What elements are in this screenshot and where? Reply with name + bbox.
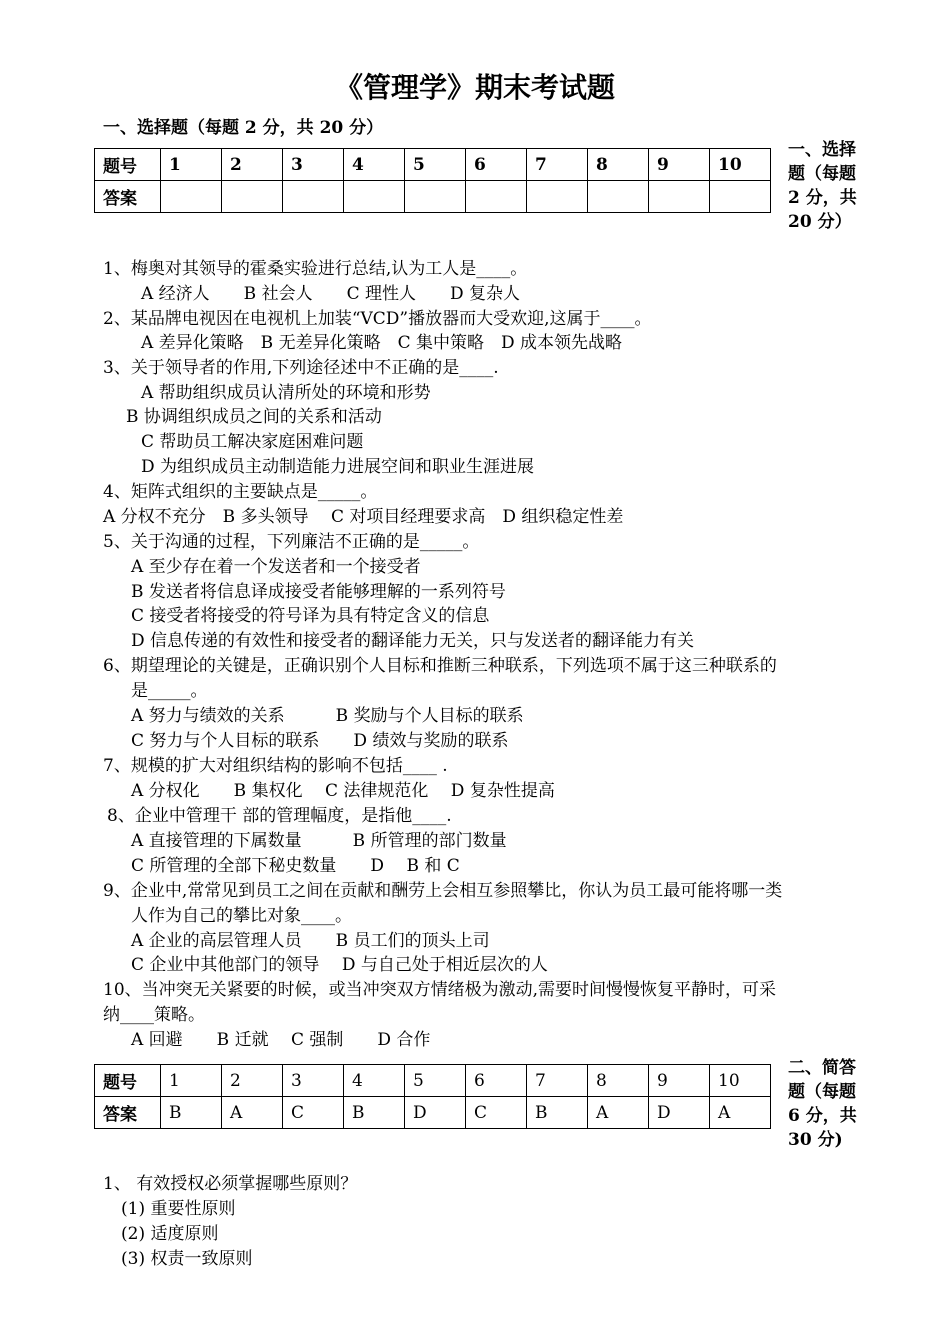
answer-cell: D: [405, 1097, 466, 1129]
table-cell: 6: [466, 1065, 527, 1097]
answer-cell: [222, 181, 283, 213]
question-4-options: A 分权不充分 B 多头领导 C 对项目经理要求高 D 组织稳定性差: [103, 507, 624, 527]
side-note-line: 题（每题: [788, 1082, 856, 1102]
answer-cell: [710, 181, 771, 213]
side-note-line: 20 分）: [788, 212, 852, 232]
table-cell: 8: [588, 1065, 649, 1097]
question-9-cont: 人作为自己的攀比对象____。: [131, 906, 352, 926]
answer-table-key: [94, 1064, 771, 1129]
question-9-options-ab: A 企业的高层管理人员 B 员工们的顶头上司: [131, 931, 490, 951]
question-3-option-a: A 帮助组织成员认清所处的环境和形势: [141, 383, 431, 403]
question-6: 6、期望理论的关键是，正确识别个人目标和推断三种联系，下列选项不属于这三种联系的: [103, 656, 777, 676]
answer-cell: C: [466, 1097, 527, 1129]
side-note-line: 30 分): [788, 1130, 843, 1150]
question-9-options-cd: C 企业中其他部门的领导 D 与自己处于相近层次的人: [131, 955, 548, 975]
table-cell: 5: [405, 149, 466, 181]
question-7-options: A 分权化 B 集权化 C 法律规范化 D 复杂性提高: [131, 781, 555, 801]
table-cell: 1: [161, 149, 222, 181]
question-8: 8、企业中管理干 部的管理幅度，是指他____.: [107, 806, 452, 826]
question-5-option-c: C 接受者将接受的符号译为具有特定含义的信息: [131, 606, 490, 626]
answer-cell: [161, 181, 222, 213]
answer-cell: C: [283, 1097, 344, 1129]
question-6-options-ab: A 努力与绩效的关系 B 奖励与个人目标的联系: [131, 706, 524, 726]
question-1-options: A 经济人 B 社会人 C 理性人 D 复杂人: [141, 284, 521, 304]
table-row: [95, 149, 771, 181]
question-4: 4、矩阵式组织的主要缺点是_____。: [103, 482, 378, 502]
table-cell: 9: [649, 149, 710, 181]
short-answer-point: (1) 重要性原则: [121, 1199, 236, 1219]
table-cell: 8: [588, 149, 649, 181]
answer-cell: [405, 181, 466, 213]
question-5-option-b: B 发送者将信息译成接受者能够理解的一系列符号: [131, 582, 506, 602]
table-cell: 7: [527, 149, 588, 181]
question-5-option-a: A 至少存在着一个发送者和一个接受者: [131, 557, 421, 577]
answer-cell: A: [710, 1097, 771, 1129]
answer-cell: [527, 181, 588, 213]
question-10-cont: 纳____策略。: [103, 1005, 205, 1025]
short-answer-point: (2) 适度原则: [121, 1224, 219, 1244]
table-cell: 4: [344, 149, 405, 181]
side-note-line: 2 分，共: [788, 188, 857, 208]
side-note-line: 6 分，共: [788, 1106, 857, 1126]
table-row: [95, 1065, 771, 1097]
answer-cell: B: [527, 1097, 588, 1129]
answer-cell: A: [588, 1097, 649, 1129]
table-cell: 4: [344, 1065, 405, 1097]
answer-cell: [649, 181, 710, 213]
short-answer-question-1: 1、 有效授权必须掌握哪些原则？: [103, 1174, 358, 1194]
side-note-line: 题（每题: [788, 164, 856, 184]
question-6-options-cd: C 努力与个人目标的联系 D 绩效与奖励的联系: [131, 731, 509, 751]
question-6-cont: 是_____。: [131, 681, 208, 701]
question-2-options: A 差异化策略 B 无差异化策略 C 集中策略 D 成本领先战略: [141, 333, 623, 353]
table-cell: 答案: [95, 1097, 161, 1129]
section1-heading: 一、选择题（每题 2 分，共 20 分）: [103, 118, 384, 138]
section2-side-note: [788, 1056, 872, 1152]
side-note-line: 一、选择: [788, 140, 856, 160]
answer-cell: A: [222, 1097, 283, 1129]
page-title: 《管理学》期末考试题: [334, 71, 615, 104]
table-cell: 10: [710, 149, 771, 181]
table-cell: 3: [283, 149, 344, 181]
answer-cell: [588, 181, 649, 213]
side-note-line: 二、简答: [788, 1058, 856, 1078]
table-row: [95, 1097, 771, 1129]
question-5-option-d: D 信息传递的有效性和接受者的翻译能力无关，只与发送者的翻译能力有关: [131, 631, 695, 651]
answer-cell: D: [649, 1097, 710, 1129]
question-3-option-d: D 为组织成员主动制造能力进展空间和职业生涯进展: [141, 457, 535, 477]
question-10-options: A 回避 B 迁就 C 强制 D 合作: [131, 1030, 431, 1050]
answer-cell: [344, 181, 405, 213]
question-7: 7、规模的扩大对组织结构的影响不包括____ .: [103, 756, 448, 776]
table-cell: 9: [649, 1065, 710, 1097]
table-cell: 1: [161, 1065, 222, 1097]
question-2: 2、某品牌电视因在电视机上加装“VCD”播放器而大受欢迎,这属于____。: [103, 309, 652, 329]
table-cell: 2: [222, 1065, 283, 1097]
question-8-options-cd: C 所管理的全部下秘史数量 D B 和 C: [131, 856, 460, 876]
table-cell: 10: [710, 1065, 771, 1097]
table-cell: 2: [222, 149, 283, 181]
table-cell: 题号: [95, 1065, 161, 1097]
table-cell: 6: [466, 149, 527, 181]
answer-cell: [466, 181, 527, 213]
answer-table-blank: [94, 148, 771, 213]
question-9: 9、企业中,常常见到员工之间在贡献和酬劳上会相互参照攀比，你认为员工最可能将哪一类: [103, 881, 783, 901]
table-cell: 7: [527, 1065, 588, 1097]
table-cell: 5: [405, 1065, 466, 1097]
question-3-option-c: C 帮助员工解决家庭困难问题: [141, 432, 364, 452]
question-5: 5、关于沟通的过程，下列廉洁不正确的是_____。: [103, 532, 480, 552]
section1-side-note: [788, 138, 872, 234]
question-10: 10、当冲突无关紧要的时候，或当冲突双方情绪极为激动,需要时间慢慢恢复平静时，可采: [103, 980, 777, 1000]
answer-cell: B: [344, 1097, 405, 1129]
table-cell: 答案: [95, 181, 161, 213]
short-answer-point: (3) 权责一致原则: [121, 1249, 253, 1269]
question-3-option-b: B 协调组织成员之间的关系和活动: [126, 407, 382, 427]
answer-cell: B: [161, 1097, 222, 1129]
table-cell: 题号: [95, 149, 161, 181]
question-1: 1、梅奥对其领导的霍桑实验进行总结,认为工人是____。: [103, 259, 528, 279]
question-3: 3、关于领导者的作用,下列途径述中不正确的是____.: [103, 358, 499, 378]
question-8-options-ab: A 直接管理的下属数量 B 所管理的部门数量: [131, 831, 507, 851]
table-row: [95, 181, 771, 213]
answer-cell: [283, 181, 344, 213]
table-cell: 3: [283, 1065, 344, 1097]
